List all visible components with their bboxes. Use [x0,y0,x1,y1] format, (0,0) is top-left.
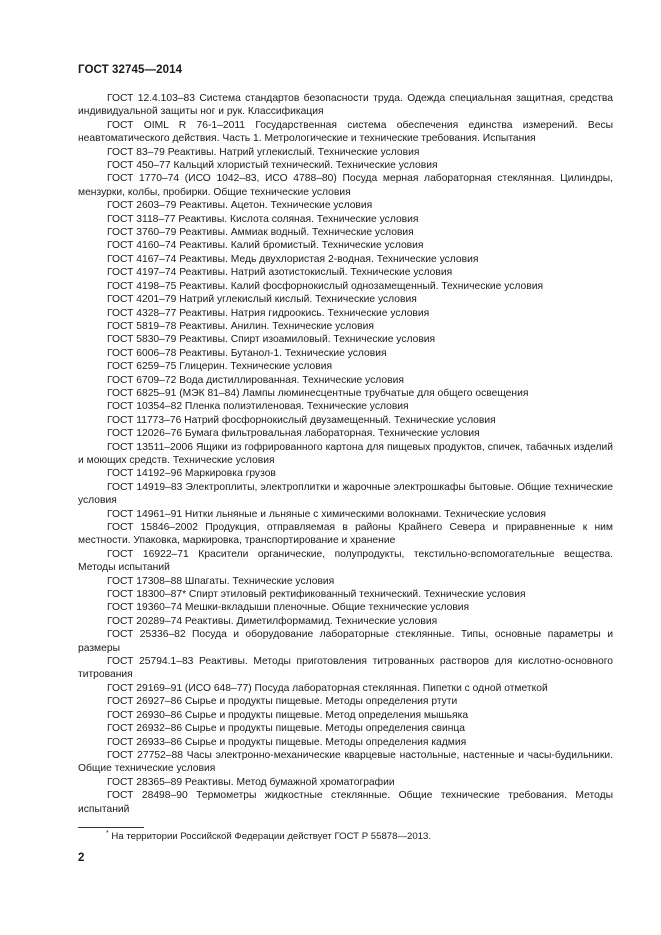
reference-entry: ГОСТ 4201–79 Натрий углекислый кислый. Технические условия [107,294,417,306]
reference-entry: ГОСТ 83–79 Реактивы. Натрий углекислый. Технические условия [107,146,420,158]
reference-entry: ГОСТ 4328–77 Реактивы. Натрия гидроокись. Технические условия [107,307,430,319]
references-list [78,92,613,816]
page-number: 2 [78,852,85,864]
reference-entry: ГОСТ 14192–96 Маркировка грузов [107,468,276,480]
reference-entry: ГОСТ 13511–2006 Ящики из гофрированного картона для пищевых продуктов, спичек, табачных изделий и моющих средств. Технические условия [78,441,613,466]
reference-entry: ГОСТ 16922–71 Красители органические, полупродукты, текстильно-вспомогательные вещества. Методы испытаний [78,548,613,574]
footnote-text: На территории Российской Федерации действует ГОСТ Р 55878—2013. [111,831,432,843]
reference-entry: ГОСТ 6709–72 Вода дистиллированная. Технические условия [107,374,404,386]
reference-entry: ГОСТ 450–77 Кальций хлористый технический. Технические условия [107,160,438,172]
reference-entry: ГОСТ 26933–86 Сырье и продукты пищевые. Методы определения кадмия [107,736,467,748]
reference-entry: ГОСТ 1770–74 (ИСО 1042–83, ИСО 4788–80) Посуда мерная лабораторная стеклянная. Цилиндры, мензурки, колбы, пробирки. Общие технические условия [78,173,613,198]
reference-entry: ГОСТ OIML R 76-1–2011 Государственная система обеспечения единства измерений. Весы неавтоматического действия. Часть 1. Метрологические и технические требования. Испытания [78,119,613,145]
reference-entry: ГОСТ 25336–82 Посуда и оборудование лабораторные стеклянные. Типы, основные параметры и размеры [78,629,613,654]
reference-entry: ГОСТ 12.4.103–83 Система стандартов безопасности труда. Одежда специальная защитная, средства индивидуальной защиты ног и рук. Классификация [78,93,613,118]
reference-entry: ГОСТ 28498–90 Термометры жидкостные стеклянные. Общие технические требования. Методы испытаний [78,790,613,815]
document-header: ГОСТ 32745—2014 [78,64,183,76]
reference-entry: ГОСТ 15846–2002 Продукция, отправляемая в районы Крайнего Севера и приравненные к ним местности. Упаковка, маркировка, транспортирование и хранение [78,522,613,547]
footnote-mark: * [106,830,109,837]
reference-entry: ГОСТ 6825–91 (МЭК 81–84) Лампы люминесцентные трубчатые для общего освещения [107,387,529,399]
reference-entry: ГОСТ 4197–74 Реактивы. Натрий азотистокислый. Технические условия [107,267,453,279]
footnote-divider [78,827,144,828]
reference-entry: ГОСТ 12026–76 Бумага фильтровальная лабораторная. Технические условия [107,428,480,440]
reference-entry: ГОСТ 25794.1–83 Реактивы. Методы приготовления титрованных растворов для кислотно-основного титрования [78,656,613,681]
reference-entry: ГОСТ 10354–82 Пленка полиэтиленовая. Технические условия [107,401,409,413]
reference-entry: ГОСТ 6006–78 Реактивы. Бутанол-1. Технические условия [107,347,387,359]
reference-entry: ГОСТ 5819–78 Реактивы. Анилин. Технические условия [107,320,374,332]
reference-entry: ГОСТ 17308–88 Шпагаты. Технические условия [107,575,335,587]
footnote [106,830,431,842]
reference-entry: ГОСТ 5830–79 Реактивы. Спирт изоамиловый. Технические условия [107,334,436,346]
reference-entry: ГОСТ 3760–79 Реактивы. Аммиак водный. Технические условия [107,227,414,239]
reference-entry: ГОСТ 26927–86 Сырье и продукты пищевые. Методы определения ртути [107,696,458,708]
reference-entry: ГОСТ 26930–86 Сырье и продукты пищевые. Метод определения мышьяка [107,709,469,721]
reference-entry: ГОСТ 14919–83 Электроплиты, электроплитки и жарочные электрошкафы бытовые. Общие технические условия [78,481,613,507]
reference-entry: ГОСТ 4198–75 Реактивы. Калий фосфорнокислый однозамещенный. Технические условия [107,280,544,292]
reference-entry: ГОСТ 26932–86 Сырье и продукты пищевые. Методы определения свинца [107,723,466,735]
reference-entry: ГОСТ 27752–88 Часы электронно-механические кварцевые настольные, настенные и часы-будильники. Общие технические условия [78,749,613,775]
reference-entry: ГОСТ 3118–77 Реактивы. Кислота соляная. Технические условия [107,213,419,225]
reference-entry: ГОСТ 18300–87* Спирт этиловый ректификованный технический. Технические условия [107,589,526,601]
reference-entry: ГОСТ 19360–74 Мешки-вкладыши пленочные. Общие технические условия [107,602,470,614]
reference-entry: ГОСТ 29169–91 (ИСО 648–77) Посуда лабораторная стеклянная. Пипетки с одной отметкой [107,682,548,694]
reference-entry: ГОСТ 2603–79 Реактивы. Ацетон. Технические условия [107,200,373,212]
reference-entry: ГОСТ 4160–74 Реактивы. Калий бромистый. Технические условия [107,240,424,252]
reference-entry: ГОСТ 14961–91 Нитки льняные и льняные с химическими волокнами. Технические условия [107,508,546,520]
reference-entry: ГОСТ 4167–74 Реактивы. Медь двухлористая 2-водная. Технические условия [107,253,479,265]
reference-entry: ГОСТ 6259–75 Глицерин. Технические условия [107,361,333,373]
reference-entry: ГОСТ 28365–89 Реактивы. Метод бумажной хроматографии [107,776,395,788]
reference-entry: ГОСТ 20289–74 Реактивы. Диметилформамид. Технические условия [107,615,438,627]
reference-entry: ГОСТ 11773–76 Натрий фосфорнокислый двузамещенный. Технические условия [107,414,496,426]
